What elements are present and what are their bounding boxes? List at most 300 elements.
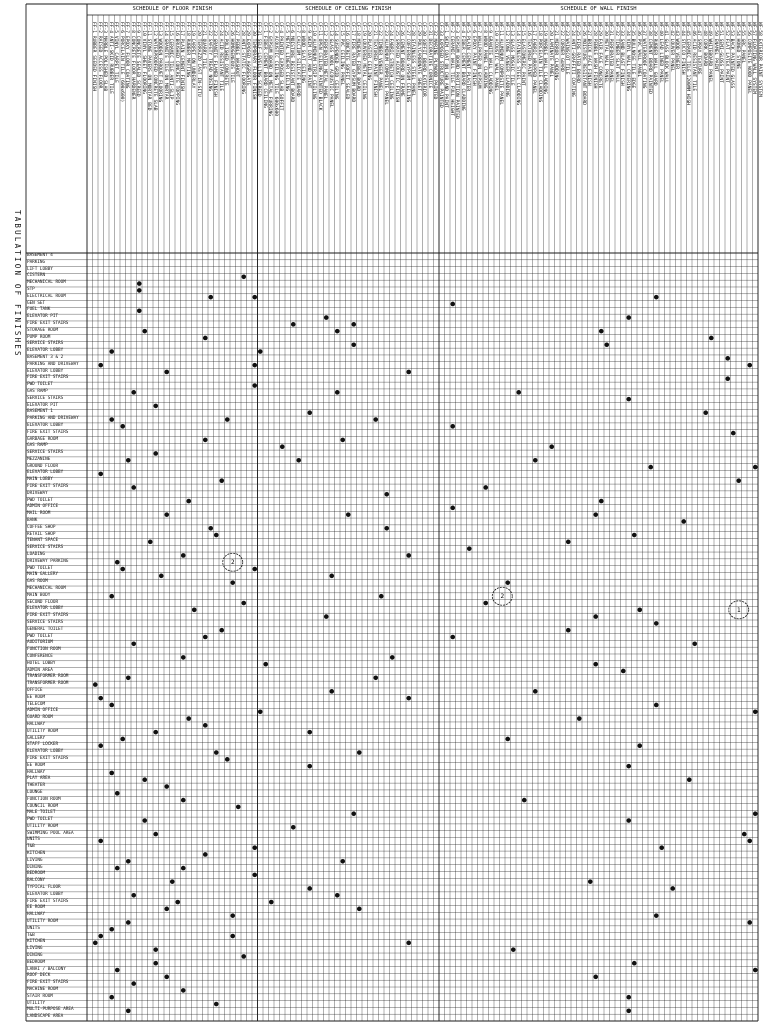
finish-code-and-description: FF-17 PLAIN CEMENT FINISH xyxy=(179,22,184,92)
finish-code-and-description: FF-1 RUBBER SEEDED FINISH xyxy=(91,22,96,92)
finish-mark xyxy=(109,417,114,422)
space-row-label: HOTEL LOBBY xyxy=(27,660,56,666)
finish-mark xyxy=(747,363,752,368)
finish-code-and-description: WF-20 LAMINATE PANEL xyxy=(547,22,553,78)
finish-mark xyxy=(98,363,103,368)
tabulation-title: TABULATION OF FINISHES xyxy=(13,210,22,358)
finish-mark xyxy=(115,866,120,871)
space-row-label: SERVICE STAIRS xyxy=(27,395,64,401)
finish-code-and-description: WF-19 MARBLE WALL CLADDING xyxy=(542,22,547,94)
finish-code-and-description: CF-8 WOOD SLAT CEILING xyxy=(300,22,305,83)
finish-mark xyxy=(126,675,131,680)
space-row-label: ELECTRICAL ROOM xyxy=(27,293,66,299)
finish-code-and-description: CF-12 PERFORATED METAL PANEL xyxy=(322,22,327,100)
finish-mark xyxy=(654,703,659,708)
finish-code-and-description: FF-29 EXPOSED AGGREGATE xyxy=(245,22,250,86)
space-row-label: LIFT LOBBY xyxy=(27,266,53,272)
space-row-label: SERVICE STAIRS xyxy=(27,545,64,551)
finish-mark xyxy=(93,941,98,946)
finish-code-and-description: FF-18 RUBBER MATTING xyxy=(184,22,190,78)
finish-code-and-description: CF-11 OPEN CEILING PAINTED BLACK xyxy=(316,22,322,111)
finish-mark xyxy=(626,315,631,320)
finish-mark xyxy=(588,879,593,884)
space-row-label: FIRE EXIT STAIRS xyxy=(27,484,69,490)
finish-mark xyxy=(203,852,208,857)
schedule-title: SCHEDULE OF WALL FINISH xyxy=(560,6,637,12)
finish-mark xyxy=(291,322,296,327)
finish-code-and-description: WF-45 CERAMIC TILE 1200MM HIGH xyxy=(685,22,690,105)
finish-mark xyxy=(192,608,197,613)
finish-code-and-description: WF-52 FLAT LATEX PAINT xyxy=(723,22,729,83)
space-row-label: FIRE EXIT STAIRS xyxy=(27,980,69,986)
space-row-label: MAIN LOBBY xyxy=(27,477,53,483)
finish-mark xyxy=(137,281,142,286)
finish-mark xyxy=(307,410,312,415)
finish-mark xyxy=(181,798,186,803)
finish-mark xyxy=(522,798,527,803)
finish-mark xyxy=(450,635,455,640)
finish-code-and-description: WF-42 LOUVER PANEL xyxy=(668,22,674,72)
space-row-label: KITCHEN xyxy=(27,939,46,945)
space-row-label: UTILITY xyxy=(27,1000,46,1006)
finish-mark xyxy=(670,886,675,891)
space-row-label: MECHANICAL ROOM xyxy=(27,586,66,592)
space-row-label: SERVICE STAIRS xyxy=(27,341,64,347)
finish-mark xyxy=(153,451,158,456)
finish-code-and-description: FF-8 CONCRETE FLOOR HARDENER xyxy=(129,22,135,100)
finish-code-and-description: WF-56 COMPOSITE WOOD PANEL xyxy=(745,22,751,94)
space-row-label: FIRE EXIT STAIRS xyxy=(27,613,69,619)
finish-code-and-description: FF-24 ACID RESISTANT TILE xyxy=(217,22,223,92)
finish-mark xyxy=(98,743,103,748)
finish-mark xyxy=(351,342,356,347)
finish-code-and-description: WF-25 FIRE RATED BOARD xyxy=(575,22,580,83)
finish-mark xyxy=(131,893,136,898)
finish-code-and-description: FF-23 GRANITE FLAMED FINISH xyxy=(212,22,217,97)
space-row-label: ADMIN OFFICE xyxy=(27,708,59,714)
finish-mark xyxy=(153,961,158,966)
finish-code-and-description: FF-26 HOMOGENEOUS TILE xyxy=(228,22,234,83)
finish-mark xyxy=(252,845,257,850)
finish-code-and-description: WF-47 SPRAY TEXTURE xyxy=(696,22,701,75)
finish-mark xyxy=(753,709,758,714)
finish-mark xyxy=(296,458,301,463)
finish-code-and-description: WF-33 SAND BLAST FINISH xyxy=(619,22,624,86)
space-row-label: FIRE EXIT STAIRS xyxy=(27,755,69,761)
revision-number: 2 xyxy=(230,559,235,567)
space-row-label: ELEVATOR LOBBY xyxy=(27,606,64,612)
schedule-title: SCHEDULE OF CEILING FINISH xyxy=(305,6,392,12)
finish-mark xyxy=(390,655,395,660)
finish-mark xyxy=(340,859,345,864)
finish-mark xyxy=(291,825,296,830)
finish-code-and-description: FF-3 MARBLE POLISHED SLAB xyxy=(102,22,107,92)
finish-mark xyxy=(742,832,747,837)
space-row-label: DRIVEWAY PARKING xyxy=(27,558,69,564)
finish-mark xyxy=(307,764,312,769)
finish-code-and-description: WF-13 GLASS MOSAIC TILE xyxy=(509,22,514,86)
finish-mark xyxy=(159,574,164,579)
finish-mark xyxy=(736,478,741,483)
space-row-label: ELEVATOR LOBBY xyxy=(27,368,64,374)
finish-mark xyxy=(626,818,631,823)
finish-mark xyxy=(142,818,147,823)
space-row-label: PARKING AND DRIVEWAY xyxy=(27,361,79,367)
finish-mark xyxy=(307,886,312,891)
finish-code-and-description: WF-17 FABRIC WRAPPED PANEL xyxy=(531,22,536,94)
finish-code-and-description: CF-24 FABRIC STRETCH CEILING xyxy=(388,22,393,100)
finish-mark xyxy=(577,716,582,721)
finish-mark xyxy=(357,750,362,755)
space-row-label: BASEMENT 1 xyxy=(27,409,53,415)
finish-mark xyxy=(181,553,186,558)
finish-mark xyxy=(98,934,103,939)
finish-mark xyxy=(324,315,329,320)
space-row-label: ADMIN OFFICE xyxy=(27,504,59,510)
finish-code-and-description: FF-19 CARPET ON UNDERLAY xyxy=(190,22,195,89)
finish-mark xyxy=(384,526,389,531)
revision-number: 2 xyxy=(500,593,505,601)
finish-mark xyxy=(505,737,510,742)
finish-mark xyxy=(109,995,114,1000)
space-row-label: FUEL TANK xyxy=(27,307,51,313)
finish-code-and-description: WF-18 PORCELAIN TILE CLADDING xyxy=(536,22,542,103)
space-row-label: T&B xyxy=(27,932,35,938)
finish-mark xyxy=(186,499,191,504)
finish-code-and-description: CF-7 CALCIUM SILICATE BOARD xyxy=(294,22,300,97)
finish-mark xyxy=(236,805,241,810)
finish-mark xyxy=(219,478,224,483)
finish-code-and-description: WF-54 HONED STONE xyxy=(734,22,740,70)
space-row-label: BANK xyxy=(27,518,38,524)
finish-mark xyxy=(98,839,103,844)
space-row-label: GUARD ROOM xyxy=(27,715,53,721)
finish-mark xyxy=(593,512,598,517)
finish-code-and-description: CF-16 CONCRETE SOFFIT SEALED xyxy=(344,22,349,100)
finish-mark xyxy=(203,635,208,640)
space-row-label: SERVICE STAIRS xyxy=(27,450,64,456)
finish-mark xyxy=(632,533,637,538)
finish-mark xyxy=(120,567,125,572)
finish-mark xyxy=(214,1002,219,1007)
finish-code-and-description: WF-1 SKIM COAT ON CHB AND PAINT xyxy=(443,22,448,108)
finish-mark xyxy=(373,417,378,422)
space-row-label: ELEVATOR LOBBY xyxy=(27,348,64,354)
space-row-label: PWD TOILET xyxy=(27,497,53,503)
space-row-label: PWD TOILET xyxy=(27,565,53,571)
finish-code-and-description: CF-23 ALUMINUM COMPOSITE PANEL xyxy=(382,22,388,105)
finish-code-and-description: WF-58 EXTERIOR PAINT SYSTEM xyxy=(756,22,762,97)
finish-mark xyxy=(269,900,274,905)
finish-mark xyxy=(626,397,631,402)
space-row-label: HALLWAY xyxy=(27,912,46,918)
finish-mark xyxy=(115,968,120,973)
finish-mark xyxy=(241,274,246,279)
finish-code-and-description: FF-25 POLISHED CONCRETE xyxy=(223,22,228,86)
finish-code-and-description: WF-46 ACID RESISTANT TILE xyxy=(690,22,696,92)
finish-code-and-description: WF-35 BULLNOSE TILE EDGE xyxy=(630,22,635,89)
finish-mark xyxy=(120,737,125,742)
finish-mark xyxy=(225,417,230,422)
finish-code-and-description: CF-10 ALUMINUM STRIP CEILING xyxy=(311,22,316,100)
finish-mark xyxy=(533,689,538,694)
finish-mark xyxy=(324,614,329,619)
space-row-label: MAIN GALLERY xyxy=(27,572,59,578)
finish-code-and-description: CF-17 FIRE RATED GYPSUM BOARD xyxy=(349,22,355,103)
finish-code-and-description: WF-7 WALLPAPER ON GYPSUM xyxy=(476,22,481,89)
finish-mark xyxy=(203,336,208,341)
space-row-label: SECOND FLOOR xyxy=(27,599,59,605)
space-row-label: KITCHEN xyxy=(27,851,46,857)
space-row-label: PUMP ROOM xyxy=(27,334,51,340)
finish-mark xyxy=(725,356,730,361)
space-row-label: EE ROOM xyxy=(27,905,46,911)
space-row-label: TYPICAL FLOOR xyxy=(27,885,61,891)
finish-mark xyxy=(98,696,103,701)
finish-mark xyxy=(109,927,114,932)
finish-mark xyxy=(692,641,697,646)
space-row-label: UTILITY ROOM xyxy=(27,728,59,734)
finish-mark xyxy=(637,743,642,748)
space-row-label: ELEVATOR LOBBY xyxy=(27,422,64,428)
finish-code-and-description: WF-29 FAIR FACE CONCRETE xyxy=(597,22,602,89)
space-row-label: PWD TOILET xyxy=(27,382,53,388)
space-row-label: ROOF DECK xyxy=(27,973,51,979)
finish-mark xyxy=(258,349,263,354)
space-row-label: GROUND FLOOR xyxy=(27,463,59,469)
space-row-label: MACHINE ROOM xyxy=(27,987,59,993)
space-row-label: RETAIL SHOP xyxy=(27,531,56,537)
finish-code-and-description: CF-21 TEXTURED PAINT FINISH xyxy=(371,22,377,97)
finish-code-and-description: FF-6 PORCELAIN TILE (600x600) xyxy=(118,22,124,103)
finish-code-and-description: WF-10 ACOUSTIC WALL PANEL xyxy=(492,22,498,92)
space-row-label: TRANSFORMER ROOM xyxy=(27,674,69,680)
schedule-title: SCHEDULE OF FLOOR FINISH xyxy=(132,6,212,12)
finish-mark xyxy=(164,784,169,789)
finish-mark xyxy=(170,879,175,884)
finish-mark xyxy=(621,669,626,674)
finish-mark xyxy=(654,295,659,300)
finish-mark xyxy=(549,444,554,449)
finish-code-and-description: WF-34 VINYL WALL COVERING xyxy=(624,22,630,92)
finish-mark xyxy=(626,995,631,1000)
finish-code-and-description: CF-14 SUSPENDED GRID CEILING xyxy=(333,22,338,100)
finish-mark xyxy=(252,295,257,300)
finish-code-and-description: FF-10 VINYL SHEET FLOORING xyxy=(140,22,146,94)
finish-mark xyxy=(131,981,136,986)
finish-mark xyxy=(181,988,186,993)
finish-code-and-description: WF-14 STAINLESS STEEL CLADDING xyxy=(514,22,520,105)
finish-mark xyxy=(225,757,230,762)
finish-code-and-description: FF-28 ANTI-STATIC FLOORING xyxy=(239,22,245,94)
finish-code-and-description: FF-11 STONE PAVERS ON MORTAR BED xyxy=(146,22,151,111)
finish-mark xyxy=(164,975,169,980)
space-row-label: FUNCTION ROOM xyxy=(27,647,61,653)
space-row-label: PLAY AREA xyxy=(27,776,51,782)
space-row-label: FIRE EXIT STAIRS xyxy=(27,375,69,381)
space-row-label: EE ROOM xyxy=(27,694,46,700)
finish-code-and-description: FF-13 WOODEN PARQUET FLOORING xyxy=(157,22,162,103)
finish-mark xyxy=(131,485,136,490)
finish-code-and-description: CF-29 POLYCARBONATE SHEET xyxy=(415,22,421,92)
finish-code-and-description: WF-8 WOOD PANEL CLADDING xyxy=(481,22,487,89)
finish-mark xyxy=(137,308,142,313)
finish-mark xyxy=(153,947,158,952)
finish-code-and-description: WF-24 ANTI-GRAFFITI COATING xyxy=(569,22,575,97)
finish-mark xyxy=(450,424,455,429)
finish-mark xyxy=(153,832,158,837)
space-row-label: DINING xyxy=(27,864,43,870)
finish-code-and-description: FF-12 WATERPROOFED CONCRETE SLAB xyxy=(151,22,157,111)
finish-mark xyxy=(406,553,411,558)
finish-code-and-description: FF-30 TEMPORARY FLOOR FINISH xyxy=(250,22,256,100)
finish-code-and-description: CF-26 CEMENT BOARD ON FRAME xyxy=(399,22,404,97)
finish-mark xyxy=(703,410,708,415)
finish-code-and-description: CF-27 COFFERED GYPSUM CEILING xyxy=(404,22,410,103)
finish-code-and-description: FF-7 EPOXY FLOOR COATING xyxy=(124,22,129,89)
finish-code-and-description: WF-16 TEXTURED PAINT xyxy=(525,22,531,78)
finish-mark xyxy=(126,1008,131,1013)
finish-mark xyxy=(566,628,571,633)
finish-mark xyxy=(709,336,714,341)
finish-code-and-description: CF-19 LOUVERED METAL CEILING xyxy=(360,22,366,100)
finish-code-and-description: CF-30 SOFFIT BOARD EXTERIOR xyxy=(421,22,426,97)
finish-mark xyxy=(351,811,356,816)
finish-code-and-description: FF-2 RAISED ACCESS FLOOR xyxy=(96,22,102,89)
space-row-label: UTILITY ROOM xyxy=(27,823,59,829)
finish-mark xyxy=(142,777,147,782)
finish-mark xyxy=(203,438,208,443)
finish-mark xyxy=(753,465,758,470)
finish-code-and-description: WF-23 WAINSCOT TILE xyxy=(564,22,569,75)
space-row-label: STAFF LOCKER xyxy=(27,742,59,748)
finish-code-and-description: CF-13 GLASS WOOL ACOUSTIC PANEL xyxy=(327,22,333,108)
finish-code-and-description: CF-4 PAINTED EXPOSED SLAB SOFFIT xyxy=(278,22,283,111)
finish-mark xyxy=(203,723,208,728)
space-row-label: GAS ROOM xyxy=(27,579,48,585)
finish-mark xyxy=(181,866,186,871)
space-row-label: SWIMMING POOL AREA xyxy=(27,830,74,836)
space-row-label: THEATER xyxy=(27,783,46,789)
finish-code-and-description: FF-5 VINYL CARPET TILE xyxy=(113,22,118,83)
finish-mark xyxy=(115,560,120,565)
finish-code-and-description: WF-28 PEBBLE WASH FINISH xyxy=(591,22,597,89)
finish-code-and-description: WF-3 GYPSUM BOARD PARTITION PAINTED xyxy=(454,22,459,119)
space-row-label: MAIN BODY xyxy=(27,592,51,598)
finish-code-and-description: WF-2 CERAMIC WALL TILE FULL HEIGHT xyxy=(448,22,454,117)
finish-mark xyxy=(263,662,268,667)
finish-code-and-description: WF-9 GRANITE WALL CLADDING xyxy=(487,22,492,94)
finish-mark xyxy=(164,907,169,912)
finish-mark xyxy=(406,941,411,946)
finish-mark xyxy=(109,703,114,708)
finish-code-and-description: FF-15 CERAMIC TILE ANTI-SLIP xyxy=(168,22,173,100)
finish-mark xyxy=(648,465,653,470)
finish-mark xyxy=(626,1008,631,1013)
finish-code-and-description: WF-5 PLAIN CEMENT PLASTER xyxy=(465,22,470,92)
finish-mark xyxy=(214,533,219,538)
finish-code-and-description: FF-16 BRUSHED CONCRETE TOPPING xyxy=(173,22,179,105)
space-row-label: ELEVATOR LOBBY xyxy=(27,891,64,897)
finish-mark xyxy=(483,601,488,606)
finish-mark xyxy=(153,730,158,735)
space-row-label: PWD TOILET xyxy=(27,817,53,823)
finish-mark xyxy=(731,431,736,436)
finish-code-and-description: WF-6 EPOXY PAINT FINISH xyxy=(470,22,476,86)
finish-code-and-description: CF-22 TIMBER VENEER PANEL xyxy=(377,22,382,92)
finish-mark xyxy=(351,322,356,327)
space-row-label: LOADING xyxy=(27,552,46,558)
finish-mark xyxy=(725,376,730,381)
finish-mark xyxy=(450,506,455,511)
finish-mark xyxy=(346,512,351,517)
finish-mark xyxy=(186,716,191,721)
finish-mark xyxy=(307,730,312,735)
space-row-label: MEZZANINE xyxy=(27,456,51,462)
finish-mark xyxy=(753,968,758,973)
finish-mark xyxy=(131,641,136,646)
space-row-label: SERVICE STAIRS xyxy=(27,620,64,625)
space-row-label: MALE TOILET xyxy=(27,810,56,816)
finish-mark xyxy=(214,750,219,755)
finish-mark xyxy=(450,302,455,307)
finish-mark xyxy=(258,709,263,714)
finish-mark xyxy=(181,655,186,660)
space-row-label: BASEMENT 4 xyxy=(27,253,53,258)
finish-mark xyxy=(230,934,235,939)
finish-mark xyxy=(230,580,235,585)
space-row-label: ADMIN AREA xyxy=(27,667,53,673)
finish-code-and-description: WF-41 GLASS BLOCK WALL xyxy=(663,22,668,83)
finish-mark xyxy=(252,363,257,368)
finish-mark xyxy=(98,472,103,477)
finish-code-and-description: FF-14 GRANITE TILE ON MORTAR xyxy=(162,22,168,100)
finish-mark xyxy=(109,771,114,776)
finish-code-and-description: FF-27 PEBBLE WASHOUT xyxy=(234,22,239,78)
space-row-label: COUNCIL ROOM xyxy=(27,803,59,809)
space-row-label: PARKING AND DRIVEWAY xyxy=(27,416,79,422)
finish-code-and-description: FF-21 QUARRY TILE xyxy=(201,22,206,70)
finish-code-and-description: CF-2 GYPSUM BOARD ON METAL FURRING xyxy=(267,22,272,117)
finish-mark xyxy=(483,485,488,490)
space-row-label: ELEVATOR LOBBY xyxy=(27,470,64,476)
finish-mark xyxy=(329,574,334,579)
finish-code-and-description: WF-57 FLOATING WALL SYSTEM xyxy=(751,22,756,94)
finish-code-and-description: WF-30 METAL WALL PANEL xyxy=(602,22,608,83)
space-row-label: ELEVATOR LOBBY xyxy=(27,749,64,755)
finish-mark xyxy=(126,920,131,925)
finish-mark xyxy=(747,920,752,925)
space-row-label: LOUNGE xyxy=(27,789,43,795)
finish-code-and-description: CF-15 PVC CEILING PANEL xyxy=(338,22,344,86)
space-row-label: ELEVATOR PIT xyxy=(27,402,59,408)
finish-mark xyxy=(379,594,384,599)
finish-mark xyxy=(335,893,340,898)
space-row-label: MULTI-PURPOSE AREA xyxy=(27,1007,74,1013)
finish-code-and-description: CF-9 SKIM COAT AND PAINT xyxy=(305,22,311,89)
finish-code-and-description: WF-48 CORK BOARD xyxy=(701,22,707,67)
finish-mark xyxy=(533,458,538,463)
finish-mark xyxy=(406,696,411,701)
finish-code-and-description: WF-53 BACK PAINTED GLASS xyxy=(729,22,734,89)
finish-mark xyxy=(109,594,114,599)
space-row-label: UNITS xyxy=(27,837,40,843)
finish-mark xyxy=(659,845,664,850)
finish-code-and-description: WF-55 GRC PANEL xyxy=(740,22,745,64)
finish-mark xyxy=(241,954,246,959)
finish-mark xyxy=(230,913,235,918)
space-row-label: COFFEE SHOP xyxy=(27,524,56,530)
